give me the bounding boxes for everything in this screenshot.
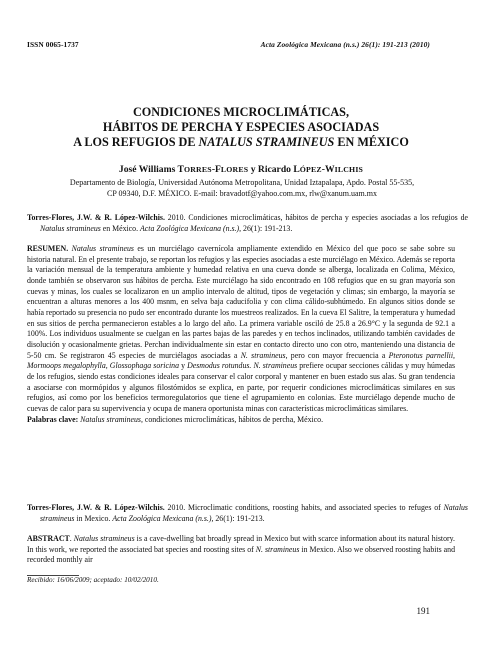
article-title-line-3: A LOS REFUGIOS DE NATALUS STRAMINEUS EN MÉXICO — [73, 135, 409, 149]
article-title-line-2: HÁBITOS DE PERCHA Y ESPECIES ASOCIADAS — [102, 120, 380, 134]
affiliation-line-1: Departamento de Biología, Universidad Autónoma Metropolitana, Unidad Iztapalapa, Apdo. Postal 55-535, — [69, 178, 415, 187]
resumen-paragraph: RESUMEN. Natalus stramineus es un murciélago cavernícola ampliamente extendido en México del que poco se sabe sobre su historia natural. En el presente trabajo, se reportan los refugios y las especies asociadas a este murciélago en México. Además se reporta la variación mensual de la temperatura ambiente y humedad relativa en una cueva donde se alberga, localizada en Colima, México, donde también se observaron sus hábitos de percha. Este murciélago ha sido encontrado en 108 refugios que en su gran mayoría son cuevas y minas, los cuales se localizaron en un amplio intervalo de altitud, tipos de vegetación y climas; sin embargo, la mayoría se encuentran a alturas menores a los 400 msnm, en selva baja caducifolia y con clima cálido-subhúmedo. En algunos sitios donde se había reportado su presencia no pudo ser encontrado durante los muestreos realizados. En la cueva El Salitre, la temperatura y humedad en sus sitios de percha permanecieron estables a lo largo del año. La primera variable osciló de 25.8 a 26.9°C y la segunda de 92.1 a 100%. Los individuos usualmente se cuelgan en las partes bajas de las paredes y en techos inclinados, utilizando también cavidades de disolución y ocasionalmente grietas. Perchan individualmente sin estar en contacto directo uno con otro, manteniendo una distancia de 5-50 cm. Se registraron 45 especies de murciélagos asociadas a N. stramineus, pero con mayor frecuencia a Pteronotus parnellii, Mormoops megalophylla, Glossophaga soricina y Desmodus rotundus. N. stramineus prefiere ocupar secciones cálidas y muy húmedas de los refugios, siendo estas condiciones ideales para conservar el calor corporal y mantener en buen estado sus alas. Su gran tendencia a asociarse con mormópidos y algunos filostómidos se explica, en parte, por requerir condiciones microclimáticas similares en sus refugios, así como por los beneficios termoregulatorios que tiene el agrupamiento en colonias. Este murciélago depende mucho de cuevas de calor para su supervivencia y ocupa de manera oportunista minas con características microclimáticas similares. — [27, 244, 456, 413]
spanish-citation: Torres-Flores, J.W. & R. López-Wilchis. 2010. Condiciones microclimáticas, hábitos de percha y especies asociadas a los refugios de Natalus stramineus en México. Acta Zoológica Mexicana (n.s.), 26(1): 191-213. — [27, 213, 468, 233]
issn-header: ISSN 0065-1737 — [27, 40, 79, 49]
resumen-label: RESUMEN. — [27, 244, 69, 253]
author-line: José Williams TORRES-FLORES y Ricardo LÓPEZ-WILCHIS — [118, 164, 364, 175]
english-citation: Torres-Flores, J.W. & R. López-Wilchis. 2010. Microclimatic conditions, roosting habits, and associated species to refuges of Natalus stramineus in Mexico. Acta Zoológica Mexicana (n.s.), 26(1): 191-213. — [27, 503, 468, 523]
keywords-label: Palabras clave: — [27, 414, 79, 424]
resumen-section — [27, 244, 455, 425]
article-title-line-1: CONDICIONES MICROCLIMÁTICAS, — [132, 105, 349, 119]
journal-citation-header: Acta Zoológica Mexicana (n.s.) 26(1): 191-213 (2010) — [260, 40, 430, 49]
abstract-paragraph: ABSTRACT. Natalus stramineus is a cave-dwelling bat broadly spread in Mexico but with scarce information about its natural history. In this work, we reported the associated bat species and roosting sites of N. stramineus in Mexico. Also we observed roosting habits and recorded monthly air — [27, 534, 456, 565]
affiliation-line-2: CP 09340, D.F. MÉXICO. E-mail: bravadotf@yahoo.com.mx, rlw@xanum.uam.mx — [107, 189, 377, 198]
received-accepted-footnote: Recibido: 16/06/2009; aceptado: 10/02/2010. — [27, 576, 159, 584]
keywords: Palabras clave: Natalus stramineus, condiciones microclimáticas, hábitos de percha, México. — [27, 414, 324, 424]
page-number: 191 — [416, 606, 430, 616]
abstract-label: ABSTRACT — [27, 534, 70, 543]
title-species: NATALUS STRAMINEUS — [198, 135, 335, 149]
